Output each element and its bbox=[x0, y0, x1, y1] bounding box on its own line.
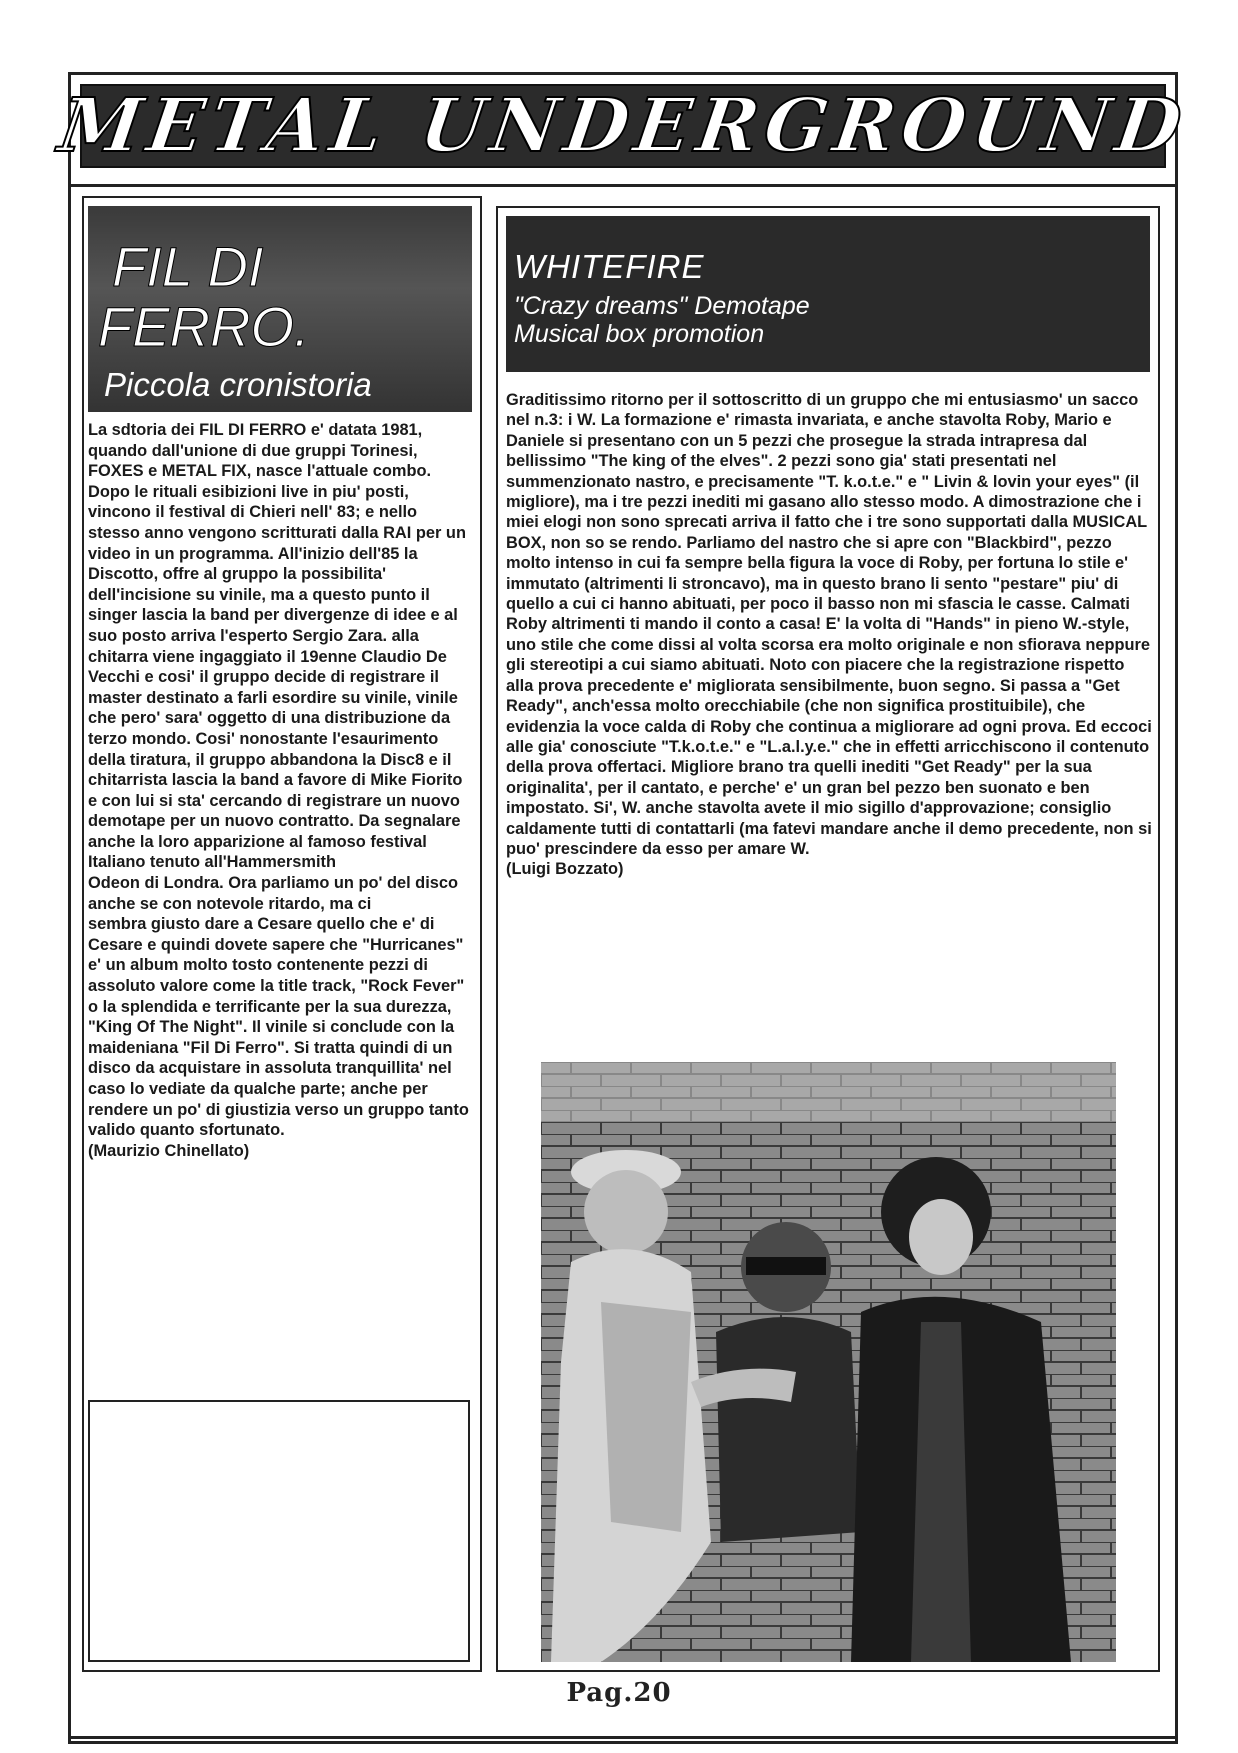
masthead-title: METAL UNDERGROUND bbox=[53, 83, 1193, 169]
right-article-header bbox=[506, 216, 1150, 372]
header-rule bbox=[68, 184, 1178, 187]
right-paragraph: Graditissimo ritorno per il sottoscritto di un gruppo che mi entusiasmo' un sacco nel n.3: i W. La formazione e' rimasta invariata, e anche stavolta Roby, Mario e Daniele si presentano con un 5 pezzi che prosegue la strada intrapresa dal bellissimo "The king of the elves". 2 pezzi sono gia' stati presentati nel summenzionato nastro, e precisamente "T. k.o.t.e." e " Livin & lovin your eyes" (il migliore), ma i tre pezzi inediti mi gasano allo stesso modo. A dimostrazione che i miei elogi non sono sprecati arriva il fatto che i tre sono supportati dalla MUSICAL BOX, non so se rendo. Parliamo del nastro che si apre con "Blackbird", pezzo molto intenso in cui fa sempre bella figura la voce di Roby, per fortuna lo stile e' immutato (altrimenti li stroncavo), ma in questo brano li sento "pestare" piu' di quello a cui ci hanno abituati, per poco il basso non mi sfascia le casse. Calmati Roby altrimenti ti mando il conto a casa! E' la volta di "Hands" in pieno W.-style, uno stile che come dissi al volta scorsa era molto originale e non sfiorava neppure gli stereotipi a cui siamo abituati. Noto con piacere che la registrazione rispetto alla prova precedente e' migliorata sensibilmente, buon segno. Si passa a "Get Ready", anch'essa molto orecchiabile (che non significa prostituibile), che evidenzia la voce calda di Roby che continua a migliorare ad ogni prova. Ed eccoci alle gia' conosciute "T.k.o.t.e." e "L.a.l.y.e." che in effetti arricchiscono il contenuto della prova offertaci. Migliore brano tra quelli inediti "Get Ready" per la sua originalita', per il cantato, e perche' e' un gran bel pezzo ben suonato e ben impostato. Si', W. anche stavolta avete il mio sigillo d'approvazione; consiglio caldamente tutti di contattarli (ma fatevi mandare anche il demo precedente, non si puo' prescindere da esso per amare W. bbox=[506, 391, 1152, 858]
empty-box bbox=[88, 1400, 470, 1662]
left-header-title-line2: FERRO. bbox=[98, 295, 310, 358]
page-number: Pag.20 bbox=[566, 1678, 672, 1708]
band-photo bbox=[541, 1062, 1116, 1662]
left-header-title-line1: FIL DI bbox=[112, 235, 264, 298]
left-article-header bbox=[88, 206, 472, 412]
band-photo-image bbox=[541, 1062, 1116, 1662]
left-paragraph: La sdtoria dei FIL DI FERRO e' datata 1981, quando dall'unione di due gruppi Torinesi, FOXES e METAL FIX, nasce l'attuale combo. Dopo le rituali esibizioni live in piu' posti, vincono il festival di Chieri nell' 83; e nello stesso anno vengono scritturati dalla RAI per un video in un programma. All'inizio dell'85 la Discotto, offre al gruppo la possibilita' dell'incisione su vinile, ma a questo punto il singer lascia la band per divergenze di idee e al suo posto arriva l'esperto Sergio Zara. alla chitarra viene ingaggiato il 19enne Claudio De Vecchi e cosi' il gruppo decide di registrare il master destinato a farli esordire su vinile, vinile che pero' sara' oggetto di una distribuzione da terzo mondo. Cosi' nonostante l'esaurimento della tiratura, il gruppo abbandona la Disc8 e il chitarrista lascia la band a favore di Mike Fiorito e con lui si sta' cercando di registrare un nuovo demotape per un nuovo contratto. Da segnalare anche la loro apparizione al famoso festival Italiano tenuto all'Hammersmith bbox=[88, 421, 466, 872]
left-article-body bbox=[88, 420, 472, 1161]
left-header-subtitle: Piccola cronistoria bbox=[104, 366, 372, 403]
masthead-banner bbox=[53, 83, 1193, 169]
right-header-label: Musical box promotion bbox=[514, 320, 765, 348]
footer-rule bbox=[68, 1736, 1178, 1739]
right-header-band: WHITEFIRE bbox=[514, 248, 705, 285]
right-article-body bbox=[506, 390, 1156, 880]
right-header-release: "Crazy dreams" Demotape bbox=[514, 292, 810, 320]
left-author: (Maurizio Chinellato) bbox=[88, 1141, 250, 1160]
left-paragraph: sembra giusto dare a Cesare quello che e' di Cesare e quindi dovete sapere che "Hurricanes" e' un album molto tosto contenente pezzi di assoluto valore come la title track, "Rock Fever" o la splendida e terrificante per la sua durezza, "King Of The Night". Il vinile si conclude con la maideniana "Fil Di Ferro". Si tratta quindi di un disco da acquistare in assoluta tranquillita' nel caso lo vediate da qualche parte; anche per rendere un po' di giustizia verso un gruppo tanto valido quanto sfortunato. bbox=[88, 915, 469, 1140]
left-paragraph: Odeon di Londra. Ora parliamo un po' del disco anche se con notevole ritardo, ma ci bbox=[88, 874, 458, 913]
right-author: (Luigi Bozzato) bbox=[506, 860, 624, 879]
